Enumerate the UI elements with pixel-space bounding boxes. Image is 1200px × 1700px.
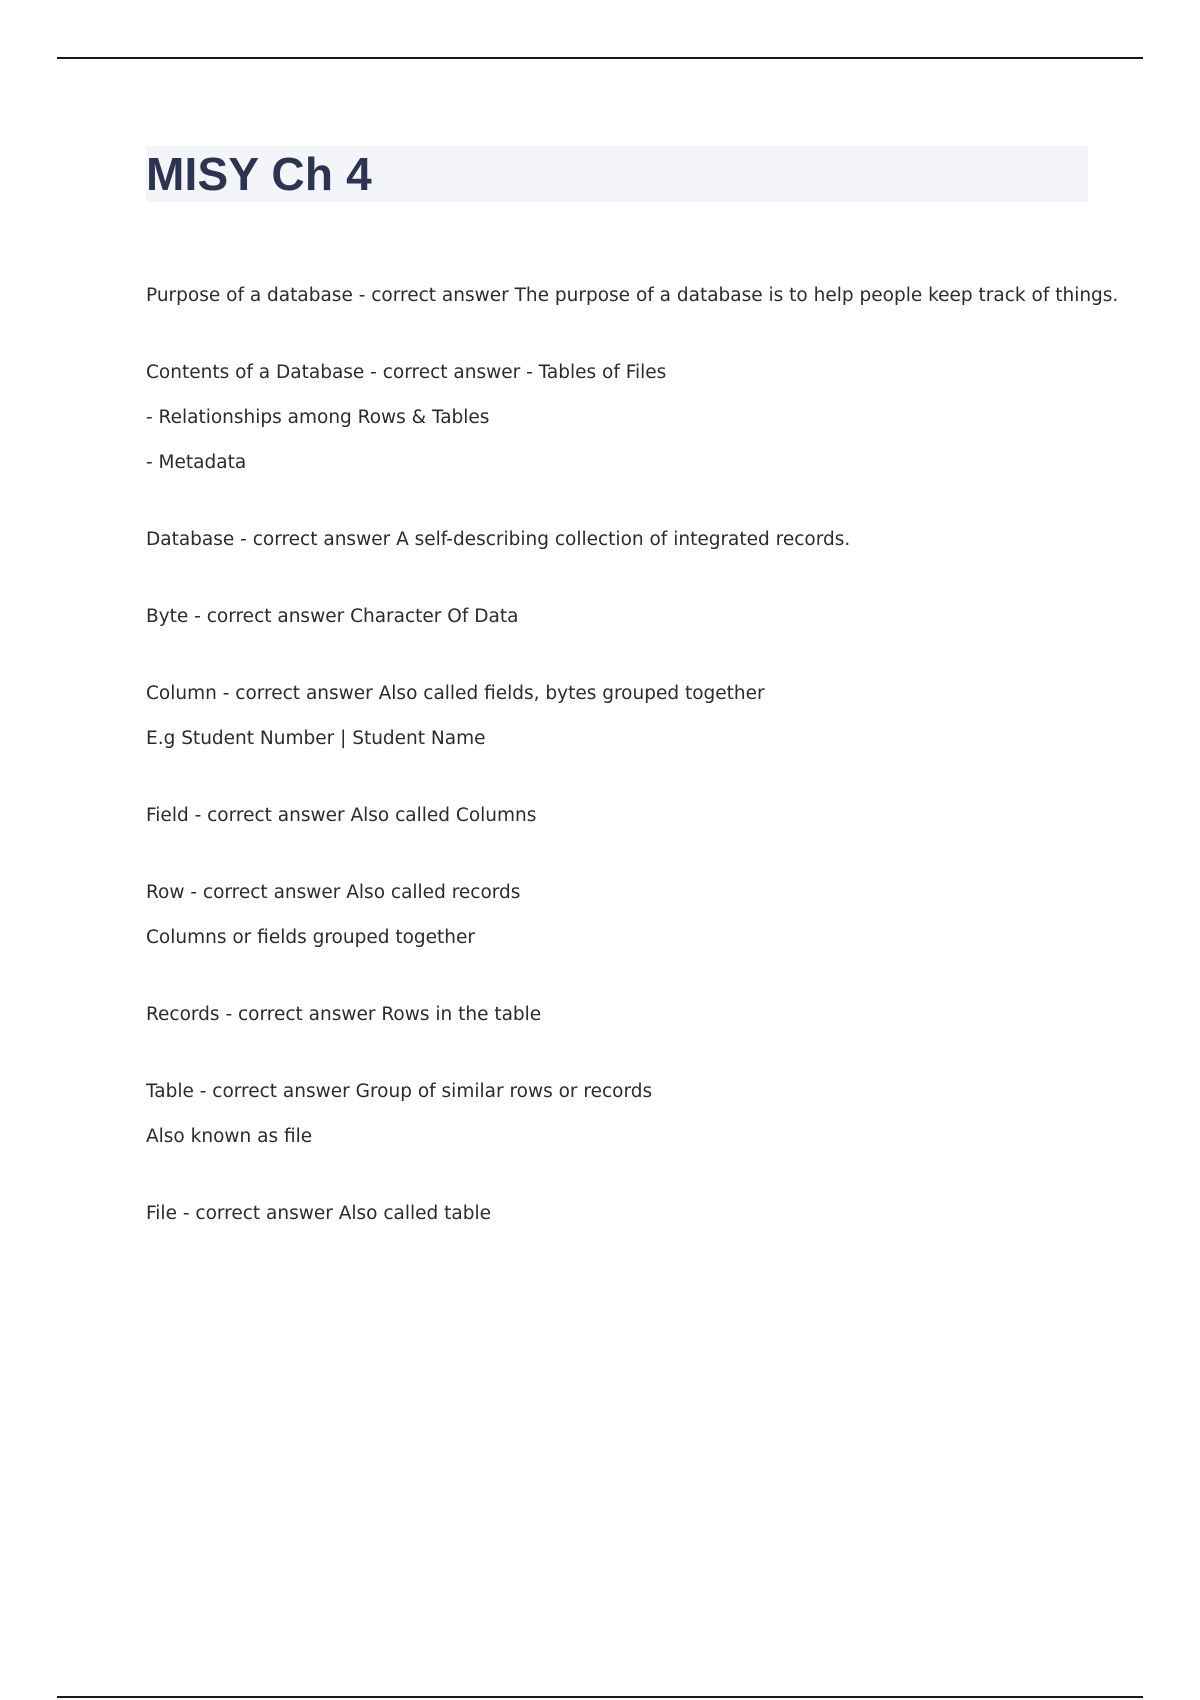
entry-purpose-of-database <box>146 280 1119 312</box>
entry-line: File - correct answer Also called table <box>146 1203 492 1224</box>
entry-line: Field - correct answer Also called Columns <box>146 805 537 826</box>
entry-file <box>146 1198 1106 1230</box>
entry-line: Purpose of a database - correct answer The purpose of a database is to help people keep track of things. <box>146 285 1119 306</box>
entry-line: Row - correct answer Also called records <box>146 882 521 903</box>
flashcard-list <box>146 280 1119 1275</box>
entry-contents-of-database <box>146 357 1106 479</box>
entry-line: Column - correct answer Also called fields, bytes grouped together <box>146 683 765 704</box>
entry-line: E.g Student Number | Student Name <box>146 728 486 749</box>
page-title: MISY Ch 4 <box>146 148 372 200</box>
top-rule <box>57 57 1143 59</box>
bottom-rule <box>57 1696 1143 1698</box>
entry-line: Database - correct answer A self-describing collection of integrated records. <box>146 529 851 550</box>
entry-line: Byte - correct answer Character Of Data <box>146 606 519 627</box>
entry-table <box>146 1076 1106 1153</box>
entry-column <box>146 678 1106 755</box>
entry-line: - Metadata <box>146 452 247 473</box>
entry-line: Contents of a Database - correct answer - Tables of Files <box>146 362 667 383</box>
entry-line: - Relationships among Rows & Tables <box>146 407 490 428</box>
entry-line: Table - correct answer Group of similar rows or records <box>146 1081 653 1102</box>
entry-database <box>146 524 1106 556</box>
entry-line: Columns or fields grouped together <box>146 927 476 948</box>
entry-line: Also known as file <box>146 1126 313 1147</box>
entry-line: Records - correct answer Rows in the table <box>146 1004 542 1025</box>
entry-row <box>146 877 1106 954</box>
entry-records <box>146 999 1106 1031</box>
entry-field <box>146 800 1106 832</box>
entry-byte <box>146 601 1106 633</box>
